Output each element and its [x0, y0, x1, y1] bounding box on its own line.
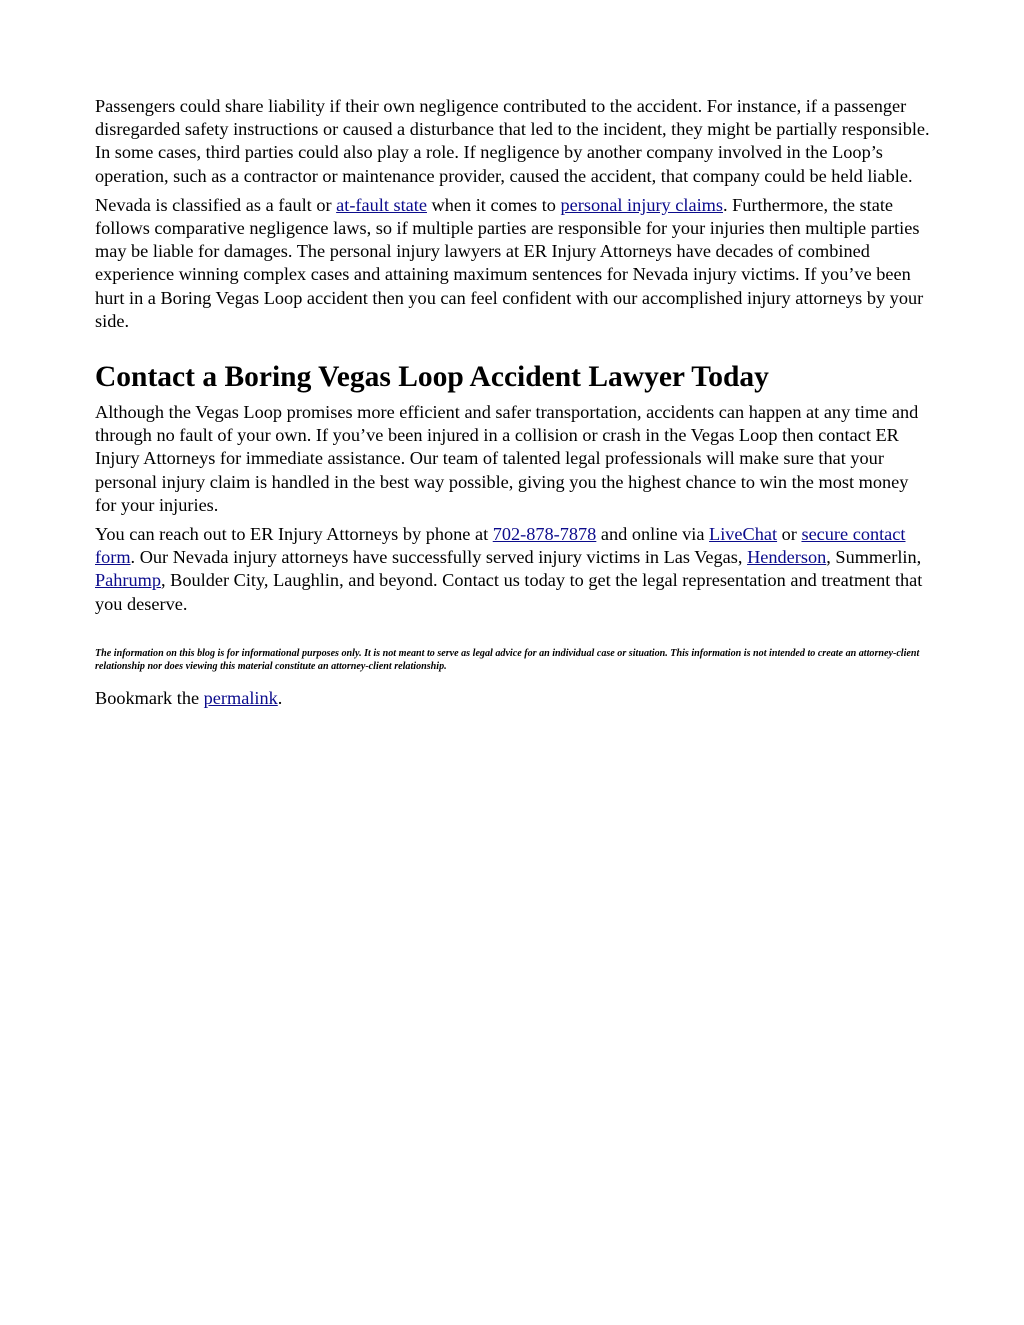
- personal-injury-claims-link[interactable]: personal injury claims: [560, 194, 723, 215]
- henderson-link[interactable]: Henderson: [747, 547, 827, 568]
- livechat-link[interactable]: LiveChat: [709, 524, 778, 545]
- contact-text-5: , Summerlin,: [826, 547, 922, 568]
- fault-state-paragraph: [95, 194, 931, 333]
- fault-state-text-1: Nevada is classified as a fault or: [95, 194, 337, 215]
- legal-disclaimer: The information on this blog is for informational purposes only. It is not meant to serve as legal advice for an individual case or situation. This information is not intended to create an attorney-client relationship nor does viewing this material constitute an attorney-client relationship.: [95, 647, 920, 673]
- contact-text-2: and online via: [596, 524, 710, 545]
- contact-text-4: . Our Nevada injury attorneys have successfully served injury victims in Las Vegas,: [130, 547, 748, 568]
- bookmark-line: [95, 687, 931, 710]
- contact-heading: Contact a Boring Vegas Loop Accident Lawyer Today: [95, 361, 769, 394]
- permalink-link[interactable]: permalink: [203, 688, 278, 709]
- pahrump-link[interactable]: Pahrump: [95, 570, 162, 591]
- contact-paragraph: [95, 523, 931, 616]
- fault-state-text-3: . Furthermore, the state follows comparative negligence laws, so if multiple parties are responsible for your injuries then multiple parties may be liable for damages. The personal injury lawyers at ER Injury Attorneys have decades of combined experience winning complex cases and attaining maximum sentences for Nevada injury victims. If you’ve been hurt in a Boring Vegas Loop accident then you can feel confident with our accomplished injury attorneys by your side.: [95, 194, 924, 331]
- contact-text-3: or: [777, 524, 802, 545]
- contact-text-6: , Boulder City, Laughlin, and beyond. Contact us today to get the legal representation and treatment that you deserve.: [95, 570, 923, 614]
- bookmark-text-1: Bookmark the: [95, 688, 204, 709]
- fault-state-text-2: when it comes to: [426, 194, 561, 215]
- bookmark-text-2: .: [277, 688, 283, 709]
- secure-contact-form-link[interactable]: secure contact form: [95, 524, 906, 568]
- document-page: [95, 95, 931, 710]
- contact-text-1: You can reach out to ER Injury Attorneys by phone at: [95, 524, 493, 545]
- vegas-loop-paragraph: Although the Vegas Loop promises more efficient and safer transportation, accidents can happen at any time and through no fault of your own. If you’ve been injured in a collision or crash in the Vegas Loop then contact ER Injury Attorneys for immediate assistance. Our team of talented legal professionals will make sure that your personal injury claim is handled in the best way possible, giving you the highest chance to win the most money for your injuries.: [95, 402, 919, 515]
- liability-paragraph: Passengers could share liability if their own negligence contributed to the accident. For instance, if a passenger disregarded safety instructions or caused a disturbance that led to the incident, they might be partially responsible. In some cases, third parties could also play a role. If negligence by another company involved in the Loop’s operation, such as a contractor or maintenance provider, caused the accident, that company could be held liable.: [95, 96, 930, 186]
- at-fault-state-link[interactable]: at-fault state: [336, 194, 427, 215]
- phone-link[interactable]: 702-878-7878: [492, 524, 597, 545]
